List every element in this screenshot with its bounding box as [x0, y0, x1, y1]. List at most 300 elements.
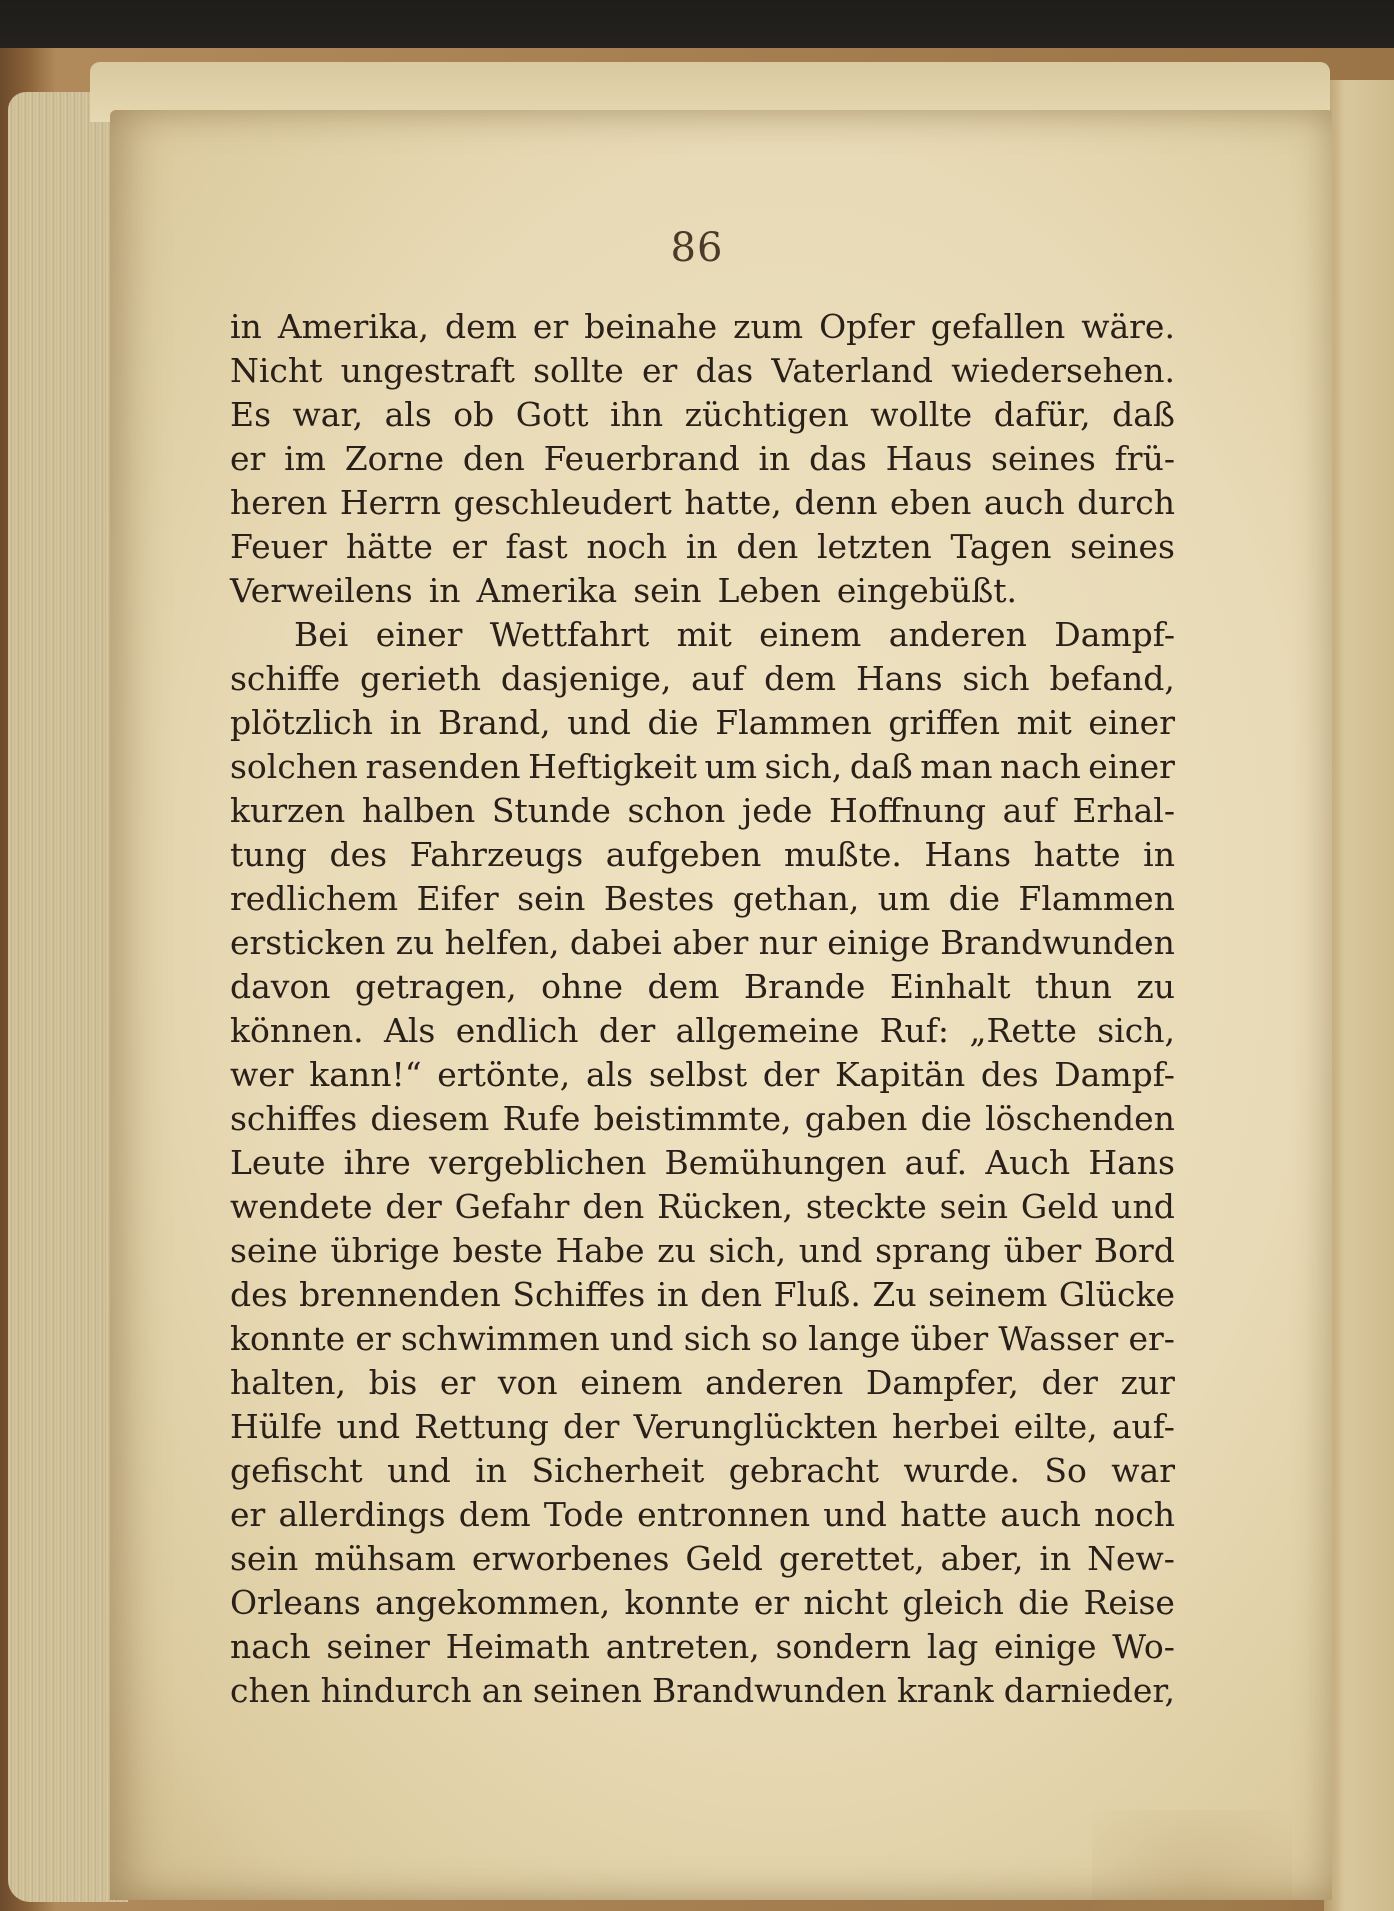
word: geschleudert: [453, 483, 672, 522]
word: sein: [517, 879, 586, 918]
word: auf-: [1111, 1407, 1175, 1446]
word: und: [387, 1451, 451, 1490]
word: schiffes: [230, 1099, 358, 1138]
text-line: [230, 877, 1175, 921]
word: beinahe: [584, 307, 718, 346]
word: eingebüßt.: [836, 571, 1017, 610]
word: können.: [230, 1011, 364, 1050]
word: sich: [683, 1319, 751, 1358]
text-line: [230, 1361, 1175, 1405]
word: halben: [361, 791, 476, 830]
word: Verweilens: [230, 571, 413, 610]
text-line: [230, 1669, 1175, 1713]
word: in: [758, 439, 791, 478]
word: wer: [230, 1055, 294, 1094]
word: allerdings: [278, 1495, 446, 1534]
word: Dampfer,: [865, 1363, 1019, 1402]
word: Sicherheit: [531, 1451, 705, 1490]
word: Amerika: [476, 571, 618, 610]
word: die: [920, 1099, 972, 1138]
word: diesem: [370, 1099, 490, 1138]
word: Nicht: [230, 351, 323, 390]
word: und: [798, 1231, 863, 1270]
word: zum: [733, 307, 804, 346]
word: Dampf-: [1054, 615, 1175, 654]
word: Vaterland: [771, 351, 934, 390]
word: Hülfe: [230, 1407, 323, 1446]
word: auch: [1000, 1495, 1081, 1534]
word: herbei: [891, 1407, 1000, 1446]
page-stain: [1092, 1810, 1292, 1911]
word: einem: [580, 1363, 683, 1402]
word: nicht: [803, 1583, 889, 1622]
word: und: [1111, 1187, 1175, 1226]
word: aber,: [940, 1539, 1024, 1578]
word: wollte: [870, 395, 973, 434]
word: in: [389, 703, 422, 742]
word: Heimath: [445, 1627, 590, 1666]
word: ihre: [343, 1143, 411, 1182]
word: der: [762, 1055, 820, 1094]
word: wurde.: [903, 1451, 1020, 1490]
word: seiner: [326, 1627, 430, 1666]
word: das: [695, 351, 754, 390]
word: redlichem: [230, 879, 399, 918]
word: dem: [444, 307, 517, 346]
word: seinem: [928, 1275, 1048, 1314]
word: einer: [1088, 747, 1175, 786]
word: durch: [1077, 483, 1175, 522]
word: hindurch: [320, 1671, 472, 1710]
word: griffen: [888, 703, 1001, 742]
word: er: [230, 439, 266, 478]
text-line: [230, 1493, 1175, 1537]
text-line: [230, 1581, 1175, 1625]
word: aber: [672, 923, 749, 962]
word: des: [329, 835, 388, 874]
facing-page-edge: [1324, 80, 1394, 1911]
word: chen: [230, 1671, 311, 1710]
word: konnte: [624, 1583, 740, 1622]
word: auf: [1002, 791, 1056, 830]
word: der: [1041, 1363, 1098, 1402]
word: gaben: [804, 1099, 908, 1138]
word: entronnen: [637, 1495, 811, 1534]
word: schon: [627, 791, 726, 830]
word: Gott: [515, 395, 589, 434]
text-line: [230, 1009, 1175, 1053]
word: Tode: [543, 1495, 624, 1534]
word: beistimmte,: [593, 1099, 792, 1138]
word: die: [647, 703, 699, 742]
word: Feuerbrand: [543, 439, 740, 478]
word: konnte: [230, 1319, 346, 1358]
word: er: [532, 307, 569, 346]
word: sich: [962, 659, 1030, 698]
word: das: [809, 439, 867, 478]
word: er: [753, 1583, 790, 1622]
word: Fluß.: [773, 1275, 861, 1314]
text-line: [230, 305, 1175, 349]
word: daß: [1112, 395, 1175, 434]
word: Erhal-: [1072, 791, 1175, 830]
word: wendete: [230, 1187, 373, 1226]
word: sein: [939, 1187, 1008, 1226]
word: New-: [1087, 1539, 1175, 1578]
word: sein: [230, 1539, 299, 1578]
word: mühsam: [314, 1539, 456, 1578]
word: und: [823, 1495, 887, 1534]
word: Flammen: [1018, 879, 1175, 918]
word: Es: [230, 395, 272, 434]
word: gethan,: [732, 879, 860, 918]
word: gebracht: [728, 1451, 879, 1490]
word: und: [336, 1407, 401, 1446]
word: Eifer: [416, 879, 499, 918]
text-line: [230, 789, 1175, 833]
word: dabei: [569, 923, 662, 962]
word: Bemühungen: [664, 1143, 887, 1182]
text-line: [230, 965, 1175, 1009]
word: hatte: [1033, 835, 1121, 874]
word: dem: [458, 1495, 531, 1534]
word: um: [704, 747, 757, 786]
word: ob: [453, 395, 495, 434]
word: der: [598, 1011, 656, 1050]
word: allgemeine: [675, 1011, 860, 1050]
word: Amerika,: [277, 307, 429, 346]
word: Brand,: [438, 703, 551, 742]
word: nach: [1000, 747, 1081, 786]
word: noch: [1094, 1495, 1175, 1534]
word: Kapitän: [835, 1055, 966, 1094]
word: sich,: [708, 1231, 787, 1270]
word: und: [567, 703, 631, 742]
text-line: [230, 525, 1175, 569]
word: eilte,: [1013, 1407, 1098, 1446]
word: „Rette: [969, 1011, 1077, 1050]
word: kann!“: [309, 1055, 422, 1094]
word: in: [1143, 835, 1175, 874]
word: hatte: [900, 1495, 988, 1534]
word: antreten,: [605, 1627, 760, 1666]
word: mit: [1016, 703, 1072, 742]
word: Einhalt: [889, 967, 1011, 1006]
word: Wasser: [998, 1319, 1119, 1358]
word: mit: [676, 615, 732, 654]
text-line: [230, 1405, 1175, 1449]
word: den: [700, 1275, 763, 1314]
text-line: [230, 833, 1175, 877]
word: an: [481, 1671, 523, 1710]
word: noch: [586, 527, 668, 566]
word: Brande: [743, 967, 866, 1006]
word: Bei: [294, 615, 349, 654]
word: Opfer: [819, 307, 915, 346]
word: letzten: [816, 527, 932, 566]
text-line: [230, 437, 1175, 481]
word: Flammen: [715, 703, 872, 742]
body-text: [230, 305, 1175, 1713]
word: er: [641, 351, 678, 390]
word: Ruf:: [879, 1011, 950, 1050]
word: in: [685, 527, 718, 566]
word: Hans: [1088, 1143, 1175, 1182]
word: denn: [794, 483, 878, 522]
word: Fahrzeugs: [409, 835, 584, 874]
word: zu: [1136, 967, 1175, 1006]
word: wäre.: [1081, 307, 1175, 346]
word: schwimmen: [400, 1319, 600, 1358]
word: einige: [827, 923, 930, 962]
word: Auch: [985, 1143, 1071, 1182]
word: gefischt: [230, 1451, 363, 1490]
word: in: [656, 1275, 689, 1314]
word: krank: [896, 1671, 994, 1710]
word: vergeblichen: [428, 1143, 647, 1182]
word: sich,: [1097, 1011, 1175, 1050]
word: plötzlich: [230, 703, 374, 742]
word: zu: [657, 1231, 696, 1270]
text-line: [230, 701, 1175, 745]
word: des: [980, 1055, 1039, 1094]
word: seines: [991, 439, 1096, 478]
word: Verunglückten: [633, 1407, 878, 1446]
word: anderen: [888, 615, 1027, 654]
word: Stunde: [491, 791, 611, 830]
word: ihn: [610, 395, 664, 434]
word: einige: [993, 1627, 1097, 1666]
word: Hans: [855, 659, 943, 698]
text-line: [230, 745, 1175, 789]
word: darnieder,: [1003, 1671, 1175, 1710]
word: in: [1039, 1539, 1072, 1578]
word: Hans: [924, 835, 1012, 874]
text-line: [230, 1537, 1175, 1581]
word: er: [355, 1319, 391, 1358]
word: eben: [889, 483, 972, 522]
word: Dampf-: [1054, 1055, 1175, 1094]
word: befand,: [1049, 659, 1175, 698]
text-line: [230, 349, 1175, 393]
word: als: [585, 1055, 634, 1094]
word: beste: [452, 1231, 543, 1270]
word: einem: [759, 615, 862, 654]
word: er: [230, 1495, 266, 1534]
word: und: [609, 1319, 674, 1358]
word: Rufe: [502, 1099, 581, 1138]
word: lag: [926, 1627, 979, 1666]
word: gerettet,: [778, 1539, 925, 1578]
word: heren: [230, 483, 328, 522]
word: Wo-: [1112, 1627, 1175, 1666]
word: kurzen: [230, 791, 346, 830]
text-line: [230, 569, 1175, 613]
word: auf: [691, 659, 745, 698]
word: solchen: [230, 747, 358, 786]
text-line: [230, 1229, 1175, 1273]
word: thun: [1034, 967, 1112, 1006]
word: im: [284, 439, 326, 478]
word: Rettung: [414, 1407, 549, 1446]
word: Leute: [230, 1143, 326, 1182]
text-line: [230, 613, 1175, 657]
word: Tagen: [950, 527, 1052, 566]
word: Orleans: [230, 1583, 361, 1622]
text-line: [230, 1449, 1175, 1493]
word: er-: [1128, 1319, 1175, 1358]
word: übrige: [330, 1231, 440, 1270]
word: Brandwunden: [652, 1671, 887, 1710]
text-line: [230, 1317, 1175, 1361]
word: in: [230, 307, 262, 346]
word: Wettfahrt: [489, 615, 650, 654]
text-line: [230, 1097, 1175, 1141]
word: Glücke: [1058, 1275, 1175, 1314]
word: seines: [1070, 527, 1175, 566]
word: hätte: [345, 527, 433, 566]
word: er: [439, 1363, 476, 1402]
word: Gefahr: [454, 1187, 570, 1226]
word: halten,: [230, 1363, 347, 1402]
word: wiedersehen.: [951, 351, 1175, 390]
page-number: 86: [670, 225, 724, 271]
word: in: [428, 571, 461, 610]
word: mußte.: [783, 835, 902, 874]
word: brennenden: [299, 1275, 501, 1314]
word: einer: [375, 615, 463, 654]
word: dasjenige,: [500, 659, 672, 698]
word: über: [910, 1319, 989, 1358]
word: dem: [647, 967, 720, 1006]
word: gleich: [902, 1583, 1004, 1622]
word: so: [761, 1319, 798, 1358]
word: Haus: [885, 439, 973, 478]
word: nur: [758, 923, 817, 962]
word: helfen,: [444, 923, 560, 962]
word: frü-: [1114, 439, 1175, 478]
word: zur: [1120, 1363, 1175, 1402]
word: den: [736, 527, 799, 566]
word: ertönte,: [437, 1055, 571, 1094]
word: gefallen: [930, 307, 1066, 346]
word: Geld: [685, 1539, 763, 1578]
word: daß: [849, 747, 913, 786]
word: seinen: [532, 1671, 642, 1710]
word: Bestes: [603, 879, 715, 918]
word: aufgeben: [605, 835, 762, 874]
word: fast: [505, 527, 568, 566]
word: Brandwunden: [940, 923, 1175, 962]
word: ersticken: [230, 923, 386, 962]
word: anderen: [705, 1363, 844, 1402]
word: Hoffnung: [829, 791, 987, 830]
word: den: [582, 1187, 645, 1226]
word: dem: [764, 659, 837, 698]
word: Geld: [1020, 1187, 1099, 1226]
word: Herrn: [339, 483, 441, 522]
word: steckte: [805, 1187, 927, 1226]
word: Rücken,: [657, 1187, 793, 1226]
text-line: [230, 481, 1175, 525]
word: über: [1003, 1231, 1082, 1270]
word: Feuer: [230, 527, 328, 566]
word: war,: [292, 395, 364, 434]
word: züchtigen: [684, 395, 849, 434]
word: davon: [230, 967, 331, 1006]
text-line: [230, 1273, 1175, 1317]
word: er: [451, 527, 487, 566]
word: auf.: [904, 1143, 968, 1182]
word: ungestraft: [340, 351, 515, 390]
word: den: [462, 439, 525, 478]
word: gerieth: [360, 659, 482, 698]
text-line: [230, 657, 1175, 701]
word: Zu: [872, 1275, 917, 1314]
word: erworbenes: [471, 1539, 670, 1578]
word: Heftigkeit: [528, 747, 697, 786]
word: von: [497, 1363, 558, 1402]
word: als: [384, 395, 432, 434]
word: sein: [633, 571, 702, 610]
word: angekommen,: [374, 1583, 611, 1622]
word: Reise: [1083, 1583, 1175, 1622]
word: schiffe: [230, 659, 341, 698]
word: löschenden: [985, 1099, 1175, 1138]
text-line: [230, 1185, 1175, 1229]
word: tung: [230, 835, 307, 874]
word: getragen,: [354, 967, 517, 1006]
word: sich,: [764, 747, 843, 786]
word: So: [1044, 1451, 1087, 1490]
text-line: [230, 921, 1175, 965]
word: Zorne: [344, 439, 445, 478]
word: rasenden: [365, 747, 521, 786]
word: war: [1111, 1451, 1175, 1490]
word: Bord: [1093, 1231, 1175, 1270]
text-line: [230, 1141, 1175, 1185]
word: auch: [983, 483, 1065, 522]
word: sollte: [533, 351, 624, 390]
word: endlich: [455, 1011, 579, 1050]
word: seine: [230, 1231, 318, 1270]
word: lange: [808, 1319, 901, 1358]
word: in: [475, 1451, 507, 1490]
word: Als: [384, 1011, 436, 1050]
word: jede: [741, 791, 813, 830]
word: die: [948, 879, 1000, 918]
word: Leben: [717, 571, 821, 610]
word: bis: [368, 1363, 418, 1402]
word: die: [1018, 1583, 1070, 1622]
word: selbst: [648, 1055, 748, 1094]
word: um: [877, 879, 931, 918]
text-line: [230, 1625, 1175, 1669]
word: sondern: [775, 1627, 912, 1666]
word: der: [562, 1407, 620, 1446]
word: dafür,: [993, 395, 1091, 434]
word: Schiffes: [512, 1275, 646, 1314]
word: hatte,: [684, 483, 782, 522]
word: des: [230, 1275, 288, 1314]
text-line: [230, 1053, 1175, 1097]
word: Habe: [555, 1231, 645, 1270]
word: zu: [395, 923, 435, 962]
word: einer: [1088, 703, 1175, 742]
word: man: [920, 747, 993, 786]
word: ohne: [541, 967, 624, 1006]
word: der: [385, 1187, 442, 1226]
